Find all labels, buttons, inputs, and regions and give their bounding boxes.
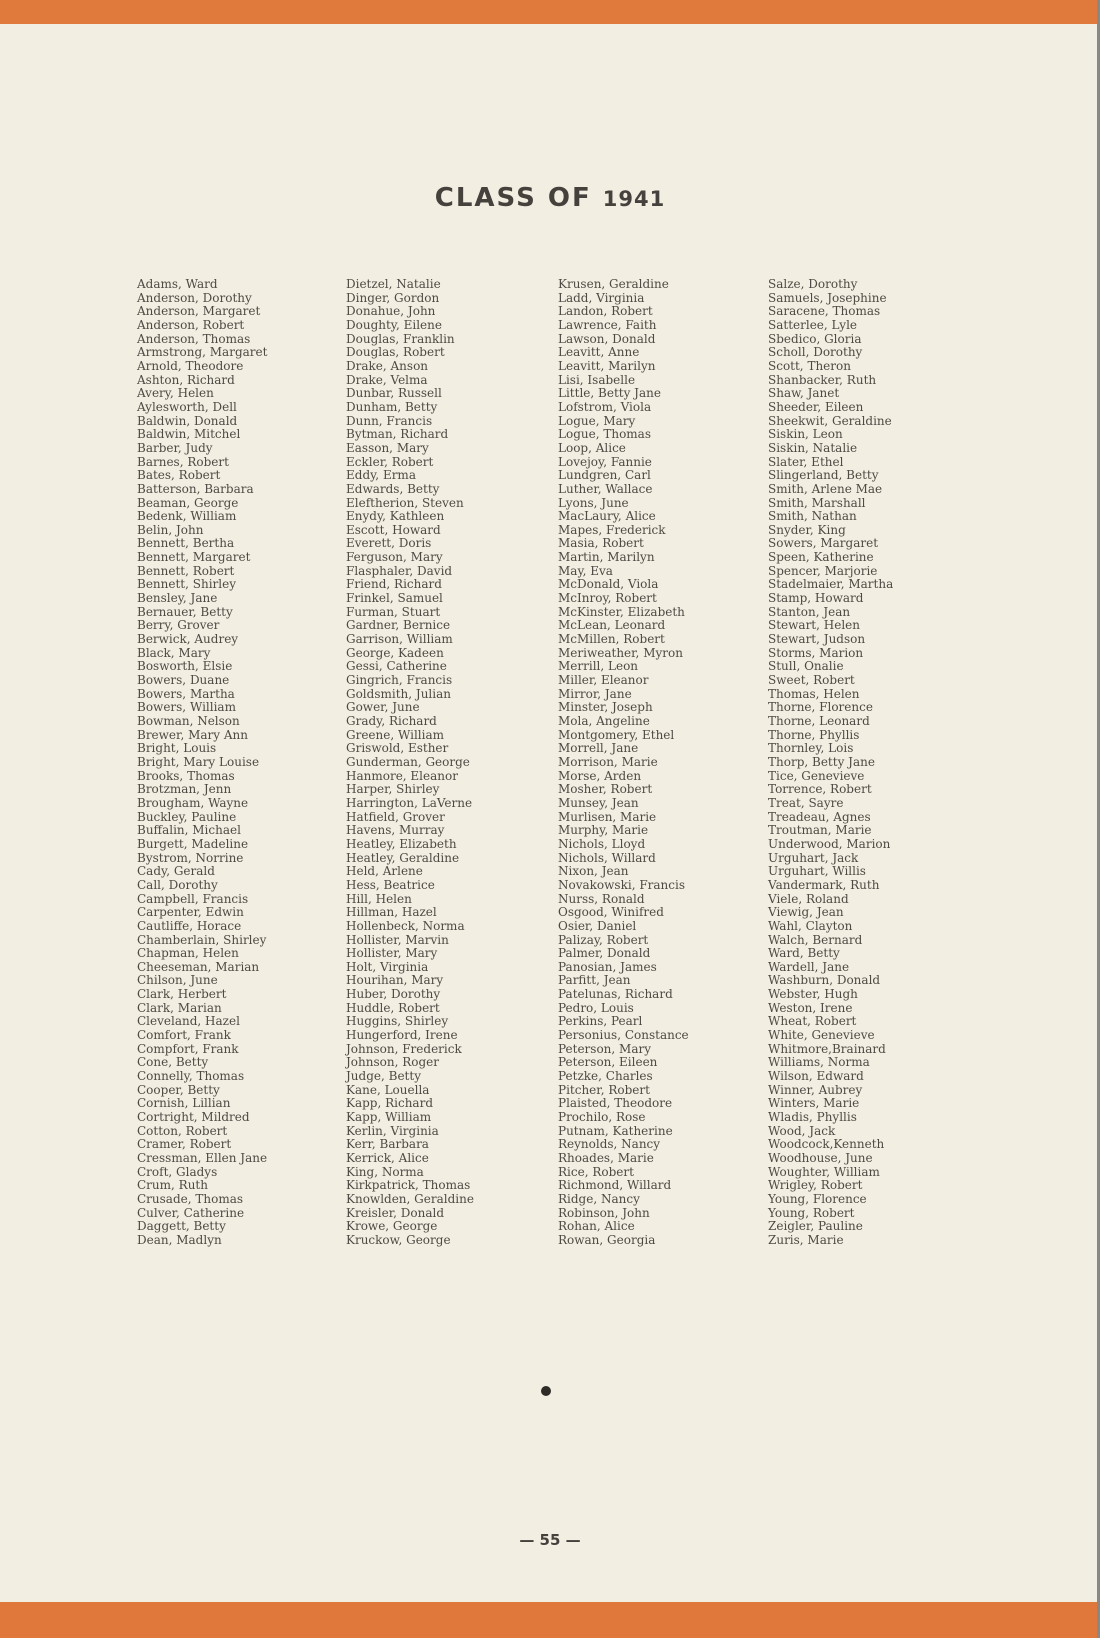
student-name: Bennett, Margaret (137, 550, 251, 565)
student-name: Reynolds, Nancy (558, 1137, 661, 1152)
student-name: Panosian, James (558, 959, 657, 974)
student-name: Chilson, June (137, 973, 218, 988)
student-name: Kreisler, Donald (346, 1205, 445, 1220)
student-name: Lisi, Isabelle (558, 372, 636, 387)
student-name: Bowers, Duane (137, 673, 230, 688)
student-name: Thorne, Florence (768, 700, 873, 715)
student-name: Rowan, Georgia (558, 1232, 656, 1247)
student-name: Crusade, Thomas (137, 1191, 244, 1206)
student-name: May, Eva (558, 563, 613, 578)
student-name: Eleftherion, Steven (346, 495, 464, 510)
student-name: Bowers, Martha (137, 686, 235, 701)
student-name: Thorne, Leonard (768, 714, 870, 728)
student-name: Heatley, Elizabeth (346, 836, 457, 851)
student-name: Friend, Richard (346, 577, 442, 592)
student-name: Logue, Mary (558, 413, 636, 428)
student-name: Gessi, Catherine (346, 659, 447, 674)
name-column-4 (768, 278, 893, 1248)
student-name: Viele, Roland (768, 891, 849, 906)
student-name: Cady, Gerald (137, 864, 215, 879)
student-name: Urguhart, Willis (768, 864, 866, 879)
student-name: Thorp, Betty Jane (768, 754, 875, 769)
student-name: Patelunas, Richard (558, 987, 673, 1002)
student-name: Frinkel, Samuel (346, 591, 443, 606)
student-name: Everett, Doris (346, 536, 432, 551)
student-name: Richmond, Willard (558, 1178, 672, 1193)
student-name: Urguhart, Jack (768, 850, 859, 865)
student-name: Loop, Alice (558, 440, 626, 455)
student-name: Black, Mary (137, 645, 211, 660)
student-name: Salze, Dorothy (768, 277, 858, 291)
student-name: Stadelmaier, Martha (768, 577, 894, 592)
student-name: Winner, Aubrey (768, 1082, 863, 1097)
student-name: Lofstrom, Viola (558, 399, 652, 414)
student-name: Bright, Mary Louise (137, 754, 260, 769)
student-name: Dean, Madlyn (137, 1232, 222, 1247)
student-name: Brougham, Wayne (137, 795, 249, 810)
student-name: Bernauer, Betty (137, 604, 233, 619)
student-name: Ashton, Richard (137, 372, 235, 387)
page-number: — 55 — (519, 1531, 581, 1549)
student-name: Nurss, Ronald (558, 891, 645, 906)
student-name: Putnam, Katherine (558, 1123, 673, 1138)
student-name: Drake, Anson (346, 358, 429, 373)
student-name: Ward, Betty (768, 946, 840, 961)
student-name: Pitcher, Robert (558, 1082, 650, 1097)
student-name: Stanton, Jean (768, 604, 851, 619)
student-name: Connelly, Thomas (137, 1069, 245, 1084)
student-name: Eckler, Robert (346, 454, 434, 469)
student-name: Dunn, Francis (346, 413, 433, 428)
student-name: Clark, Herbert (137, 987, 227, 1002)
student-name: Thorne, Phyllis (768, 727, 860, 742)
student-name: Wood, Jack (768, 1123, 836, 1138)
student-name: Enydy, Kathleen (346, 509, 445, 524)
student-name: Kapp, Richard (346, 1096, 434, 1111)
student-name: Nixon, Jean (558, 864, 629, 879)
student-name: Mapes, Frederick (558, 522, 666, 537)
student-name: Holt, Virginia (346, 959, 429, 974)
student-name: Campbell, Francis (137, 891, 249, 906)
student-name: Wrigley, Robert (768, 1178, 863, 1193)
student-name: Barnes, Robert (137, 454, 229, 469)
student-name: Smith, Nathan (768, 509, 857, 524)
student-name: Edwards, Betty (346, 481, 440, 496)
student-name: Leavitt, Marilyn (558, 358, 656, 373)
student-name: Croft, Gladys (137, 1164, 218, 1179)
student-name: Call, Dorothy (137, 877, 218, 892)
student-name: Griswold, Esther (346, 741, 449, 756)
student-name: Murlisen, Marie (558, 809, 657, 824)
student-name: Peterson, Eileen (558, 1055, 658, 1070)
student-name: Cleveland, Hazel (137, 1014, 240, 1029)
student-name: Baldwin, Donald (137, 413, 238, 428)
student-name: Treat, Sayre (768, 795, 844, 810)
student-name: Morrell, Jane (558, 741, 639, 756)
student-name: Logue, Thomas (558, 427, 651, 442)
student-name: MacLaury, Alice (558, 509, 656, 524)
student-name: Buckley, Pauline (137, 809, 237, 824)
student-name: Leavitt, Anne (558, 345, 640, 360)
student-name: Sheeder, Eileen (768, 399, 864, 414)
student-name: White, Genevieve (768, 1028, 875, 1043)
student-name: Baldwin, Mitchel (137, 427, 241, 442)
student-name: Samuels, Josephine (768, 290, 887, 305)
student-name: Buffalin, Michael (137, 823, 241, 838)
student-name: Drake, Velma (346, 372, 428, 387)
student-name: Sowers, Margaret (768, 536, 879, 551)
student-name: Anderson, Dorothy (137, 290, 252, 305)
student-name: Williams, Norma (768, 1055, 870, 1070)
student-name: Wheat, Robert (768, 1014, 857, 1029)
student-name: Murphy, Marie (558, 823, 649, 838)
student-name: Personius, Constance (558, 1028, 689, 1043)
student-name: Douglas, Robert (346, 345, 445, 360)
student-name: Aylesworth, Dell (137, 399, 237, 414)
student-name: Huddle, Robert (346, 1000, 440, 1015)
student-name: Zeigler, Pauline (768, 1219, 863, 1234)
student-name: Greene, William (346, 727, 444, 742)
student-name: Young, Robert (768, 1205, 855, 1220)
bullet-ornament (541, 1386, 551, 1396)
student-name: Goldsmith, Julian (346, 686, 451, 701)
student-name: Zuris, Marie (768, 1232, 844, 1247)
student-name: Bowman, Nelson (137, 714, 240, 728)
student-name: Speen, Katherine (768, 550, 874, 565)
student-name: Morrison, Marie (558, 754, 658, 769)
student-name: Merrill, Leon (558, 659, 639, 674)
student-name: Cone, Betty (137, 1055, 209, 1070)
student-name: Armstrong, Margaret (137, 345, 268, 360)
top-orange-band (0, 0, 1100, 24)
student-name: Weston, Irene (768, 1000, 853, 1015)
student-name: Troutman, Marie (768, 823, 872, 838)
student-name: Cooper, Betty (137, 1082, 220, 1097)
student-name: Douglas, Franklin (346, 331, 455, 346)
student-name: McInroy, Robert (558, 591, 657, 606)
student-name: Hanmore, Eleanor (346, 768, 458, 783)
student-name: Krowe, George (346, 1219, 438, 1234)
student-name: Berry, Grover (137, 618, 220, 633)
name-column-3 (558, 278, 689, 1248)
student-name: Adams, Ward (137, 277, 218, 291)
student-name: Dinger, Gordon (346, 290, 440, 305)
student-name: Kirkpatrick, Thomas (346, 1178, 471, 1193)
title-text: CLASS OF (434, 183, 592, 214)
student-name: Montgomery, Ethel (558, 727, 675, 742)
student-name: Crum, Ruth (137, 1178, 208, 1193)
student-name: Donahue, John (346, 304, 436, 319)
student-name: Novakowski, Francis (558, 877, 685, 892)
student-name: Kerr, Barbara (346, 1137, 429, 1152)
student-name: Kerlin, Virginia (346, 1123, 439, 1138)
page-title (0, 183, 1100, 213)
student-name: Arnold, Theodore (137, 358, 244, 373)
student-name: Barber, Judy (137, 440, 213, 455)
student-name: Gower, June (346, 700, 420, 715)
student-name: Masia, Robert (558, 536, 644, 551)
student-name: Cramer, Robert (137, 1137, 232, 1152)
student-name: Mosher, Robert (558, 782, 653, 797)
student-name: Underwood, Marion (768, 836, 891, 851)
student-name: Thornley, Lois (768, 741, 854, 756)
student-name: Nichols, Willard (558, 850, 656, 865)
name-column-1 (137, 278, 267, 1248)
student-name: Little, Betty Jane (558, 386, 661, 401)
student-name: Lawson, Donald (558, 331, 656, 346)
student-name: Treadeau, Agnes (768, 809, 871, 824)
student-name: Webster, Hugh (768, 987, 858, 1002)
student-name: Slater, Ethel (768, 454, 844, 469)
student-name: Hill, Helen (346, 891, 412, 906)
student-name: Avery, Helen (137, 386, 214, 401)
student-name: Nichols, Lloyd (558, 836, 646, 851)
student-name: Bosworth, Elsie (137, 659, 233, 674)
student-name: Shaw, Janet (768, 386, 840, 401)
student-name: Lundgren, Carl (558, 468, 651, 483)
student-name: Eddy, Erma (346, 468, 416, 483)
name-column-2 (346, 278, 474, 1248)
student-name: Kapp, William (346, 1110, 432, 1125)
student-name: Stewart, Helen (768, 618, 860, 633)
student-name: Siskin, Leon (768, 427, 843, 442)
student-name: Satterlee, Lyle (768, 317, 858, 332)
student-name: Slingerland, Betty (768, 468, 879, 483)
student-name: Belin, John (137, 522, 204, 537)
student-name: Peterson, Mary (558, 1041, 651, 1056)
student-name: Washburn, Donald (768, 973, 881, 988)
student-name: Krusen, Geraldine (558, 277, 669, 291)
student-name: Doughty, Eilene (346, 317, 442, 332)
student-name: Berwick, Audrey (137, 632, 239, 647)
student-name: Whitmore,Brainard (768, 1041, 886, 1056)
student-name: Woodhouse, June (768, 1151, 873, 1165)
student-name: Sweet, Robert (768, 673, 855, 688)
student-name: Bystrom, Norrine (137, 850, 244, 865)
student-name: Johnson, Roger (346, 1055, 440, 1070)
student-name: Siskin, Natalie (768, 440, 858, 455)
student-name: Munsey, Jean (558, 795, 639, 810)
student-name: Bennett, Bertha (137, 536, 235, 551)
student-name: Kane, Louella (346, 1082, 430, 1097)
student-name: Martin, Marilyn (558, 550, 655, 565)
student-name: Rohan, Alice (558, 1219, 635, 1234)
student-name: Saracene, Thomas (768, 304, 881, 319)
student-name: Osier, Daniel (558, 918, 637, 933)
student-name: Judge, Betty (346, 1069, 421, 1084)
student-name: Wardell, Jane (768, 959, 850, 974)
student-name: Hourihan, Mary (346, 973, 444, 988)
student-name: Storms, Marion (768, 645, 864, 660)
student-name: Huber, Dorothy (346, 987, 441, 1002)
student-name: Carpenter, Edwin (137, 905, 244, 920)
student-name: Comfort, Frank (137, 1028, 231, 1043)
student-name: McKinster, Elizabeth (558, 604, 685, 619)
student-name: Held, Arlene (346, 864, 423, 879)
student-name: Osgood, Winifred (558, 905, 664, 920)
student-name: Hess, Beatrice (346, 877, 435, 892)
student-name: Heatley, Geraldine (346, 850, 460, 865)
student-name: Grady, Richard (346, 714, 437, 728)
student-name: Spencer, Marjorie (768, 563, 878, 578)
student-name: Bytman, Richard (346, 427, 449, 442)
student-name: Flasphaler, David (346, 563, 453, 578)
student-name: Compfort, Frank (137, 1041, 239, 1056)
student-name: Meriweather, Myron (558, 645, 683, 660)
student-name: Hatfield, Grover (346, 809, 445, 824)
student-name: Lovejoy, Fannie (558, 454, 652, 469)
student-name: Cheeseman, Marian (137, 959, 260, 974)
student-name: Anderson, Thomas (137, 331, 251, 346)
student-name: Woughter, William (768, 1164, 880, 1179)
student-name: Cornish, Lillian (137, 1096, 231, 1111)
student-name: Cautliffe, Horace (137, 918, 242, 933)
student-name: Dietzel, Natalie (346, 277, 441, 291)
student-name: Palmer, Donald (558, 946, 651, 961)
student-name: Minster, Joseph (558, 700, 653, 715)
student-name: Cortright, Mildred (137, 1110, 250, 1125)
student-name: Burgett, Madeline (137, 836, 249, 851)
student-name: Torrence, Robert (768, 782, 872, 797)
student-name: Dunham, Betty (346, 399, 438, 414)
student-name: Anderson, Robert (137, 317, 245, 332)
student-name: Scholl, Dorothy (768, 345, 863, 360)
bottom-orange-band (0, 1602, 1100, 1638)
student-name: McMillen, Robert (558, 632, 665, 647)
student-name: Escott, Howard (346, 522, 441, 537)
student-name: Lyons, June (558, 495, 629, 510)
student-name: Prochilo, Rose (558, 1110, 646, 1125)
student-name: Knowlden, Geraldine (346, 1191, 474, 1206)
student-name: Hungerford, Irene (346, 1028, 458, 1043)
student-name: Hollenbeck, Norma (346, 918, 465, 933)
student-name: Vandermark, Ruth (768, 877, 880, 892)
student-name: Woodcock,Kenneth (768, 1137, 885, 1152)
student-name: Bensley, Jane (137, 591, 218, 606)
student-name: Huggins, Shirley (346, 1014, 449, 1029)
student-name: Stull, Onalie (768, 659, 844, 674)
student-name: Gunderman, George (346, 754, 470, 769)
student-name: Anderson, Margaret (137, 304, 261, 319)
student-name: Havens, Murray (346, 823, 445, 838)
student-name: Hollister, Mary (346, 946, 438, 961)
student-name: George, Kadeen (346, 645, 444, 660)
student-name: Bright, Louis (137, 741, 217, 756)
student-name: Ladd, Virginia (558, 290, 645, 305)
student-name: Clark, Marian (137, 1000, 222, 1015)
student-name: Brotzman, Jenn (137, 782, 232, 797)
student-name: Lawrence, Faith (558, 317, 657, 332)
student-name: Morse, Arden (558, 768, 642, 783)
student-name: Snyder, King (768, 522, 846, 537)
student-name: Sheekwit, Geraldine (768, 413, 892, 428)
student-name: Landon, Robert (558, 304, 653, 319)
student-name: Smith, Arlene Mae (768, 481, 883, 496)
student-name: Kruckow, George (346, 1232, 451, 1247)
student-name: Cressman, Ellen Jane (137, 1151, 268, 1165)
student-name: McLean, Leonard (558, 618, 666, 633)
student-name: Wladis, Phyllis (768, 1110, 857, 1125)
student-name: Batterson, Barbara (137, 481, 254, 496)
student-name: Brewer, Mary Ann (137, 727, 248, 742)
student-name: Palizay, Robert (558, 932, 649, 947)
student-name: Smith, Marshall (768, 495, 866, 510)
student-name: Scott, Theron (768, 358, 851, 373)
student-name: King, Norma (346, 1164, 424, 1179)
student-name: Parfitt, Jean (558, 973, 631, 988)
student-name: Furman, Stuart (346, 604, 441, 619)
student-name: Hillman, Hazel (346, 905, 437, 920)
student-name: Plaisted, Theodore (558, 1096, 673, 1111)
student-name: Bowers, William (137, 700, 236, 715)
student-name: Culver, Catherine (137, 1205, 245, 1220)
student-name: Gardner, Bernice (346, 618, 451, 633)
student-name: Bennett, Shirley (137, 577, 236, 592)
student-name: Pedro, Louis (558, 1000, 634, 1015)
student-name: Bennett, Robert (137, 563, 235, 578)
student-name: Garrison, William (346, 632, 453, 647)
student-name: Stewart, Judson (768, 632, 866, 647)
student-name: Walch, Bernard (768, 932, 863, 947)
student-name: Robinson, John (558, 1205, 650, 1220)
student-name: Stamp, Howard (768, 591, 864, 606)
student-name: Bates, Robert (137, 468, 221, 483)
student-name: Hollister, Marvin (346, 932, 449, 947)
student-name: Dunbar, Russell (346, 386, 442, 401)
student-name: Wilson, Edward (768, 1069, 864, 1084)
student-name: Viewig, Jean (768, 905, 844, 920)
student-name: Easson, Mary (346, 440, 429, 455)
student-name: Chapman, Helen (137, 946, 239, 961)
student-name: Shanbacker, Ruth (768, 372, 877, 387)
student-name: Perkins, Pearl (558, 1014, 643, 1029)
student-name: Harper, Shirley (346, 782, 440, 797)
student-name: Wahl, Clayton (768, 918, 853, 933)
student-name: Luther, Wallace (558, 481, 653, 496)
student-name: McDonald, Viola (558, 577, 659, 592)
student-name: Beaman, George (137, 495, 239, 510)
student-name: Young, Florence (768, 1191, 867, 1206)
student-name: Brooks, Thomas (137, 768, 235, 783)
title-year: 1941 (602, 187, 666, 212)
student-name: Chamberlain, Shirley (137, 932, 267, 947)
student-name: Kerrick, Alice (346, 1151, 429, 1165)
student-name: Daggett, Betty (137, 1219, 226, 1234)
student-name: Harrington, LaVerne (346, 795, 473, 810)
student-name: Cotton, Robert (137, 1123, 228, 1138)
student-name: Johnson, Frederick (346, 1041, 462, 1056)
student-name: Miller, Eleanor (558, 673, 649, 688)
student-name: Winters, Marie (768, 1096, 860, 1111)
student-name: Sbedico, Gloria (768, 331, 862, 346)
student-name: Rice, Robert (558, 1164, 634, 1179)
student-name: Mirror, Jane (558, 686, 632, 701)
student-name: Ridge, Nancy (558, 1191, 640, 1206)
student-name: Tice, Genevieve (768, 768, 865, 783)
student-name: Rhoades, Marie (558, 1151, 654, 1165)
student-name: Bedenk, William (137, 509, 237, 524)
student-name: Gingrich, Francis (346, 673, 453, 688)
student-name: Mola, Angeline (558, 714, 650, 728)
student-name: Ferguson, Mary (346, 550, 443, 565)
student-name: Thomas, Helen (768, 686, 860, 701)
student-name: Petzke, Charles (558, 1069, 653, 1084)
